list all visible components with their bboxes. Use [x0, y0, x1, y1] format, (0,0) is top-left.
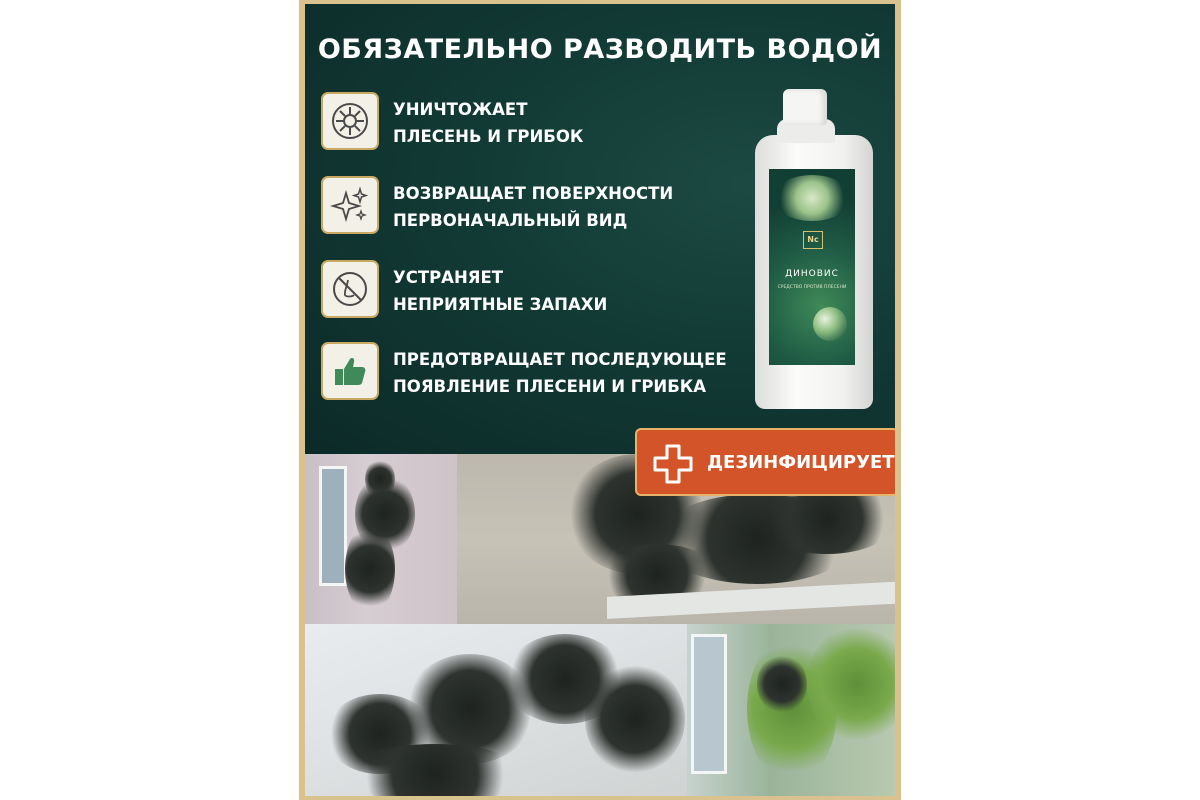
- feature-line: УНИЧТОЖАЕТ: [393, 100, 528, 119]
- window-frame: [319, 466, 347, 586]
- label-drop: [813, 307, 847, 341]
- thumbs-up-icon: [321, 342, 379, 400]
- product-card: [299, 0, 901, 800]
- feature-restores-surface: [321, 176, 761, 236]
- virus-icon: [321, 92, 379, 150]
- label-splash: [773, 175, 851, 221]
- feature-text: [393, 96, 773, 150]
- headline: ОБЯЗАТЕЛЬНО РАЗВОДИТЬ ВОДОЙ: [317, 34, 883, 65]
- sparkle-icon: [321, 176, 379, 234]
- feature-line: НЕПРИЯТНЫЕ ЗАПАХИ: [393, 295, 608, 314]
- product-subtitle: СРЕДСТВО ПРОТИВ ПЛЕСЕНИ: [777, 285, 847, 290]
- feature-panel: [305, 4, 895, 454]
- feature-text: [393, 264, 773, 318]
- card-inner: [305, 4, 895, 796]
- feature-line: ПРЕДОТВРАЩАЕТ ПОСЛЕДУЮЩЕЕ: [393, 350, 727, 369]
- feature-prevents-mold: [321, 342, 761, 402]
- feature-line: ПОЯВЛЕНИЕ ПЛЕСЕНИ И ГРИБКА: [393, 377, 707, 396]
- product-name: ДИНОВИС: [785, 269, 839, 279]
- window-frame: [691, 634, 727, 774]
- feature-line: ПЛЕСЕНЬ И ГРИБОК: [393, 127, 584, 146]
- label-symbol: Nc: [803, 231, 823, 249]
- feature-line: УСТРАНЯЕТ: [393, 268, 503, 287]
- feature-text: [393, 180, 773, 234]
- mold-photo-wall: [305, 624, 687, 796]
- badge-label: ДЕЗИНФИЦИРУЕТ: [707, 452, 895, 473]
- disinfects-badge: [635, 428, 895, 496]
- product-bottle: [755, 89, 873, 409]
- feature-line: ПЕРВОНАЧАЛЬНЫЙ ВИД: [393, 211, 628, 230]
- bottle-label: [769, 169, 855, 365]
- plus-icon: [653, 444, 693, 484]
- mold-photo-corner: [305, 454, 457, 624]
- feature-line: ВОЗВРАЩАЕТ ПОВЕРХНОСТИ: [393, 184, 674, 203]
- feature-text: [393, 346, 773, 400]
- mold-photo-room: [687, 624, 895, 796]
- feature-removes-odor: [321, 260, 761, 320]
- feature-destroys-mold: [321, 92, 761, 152]
- no-odor-icon: [321, 260, 379, 318]
- bottle-cap: [783, 89, 827, 125]
